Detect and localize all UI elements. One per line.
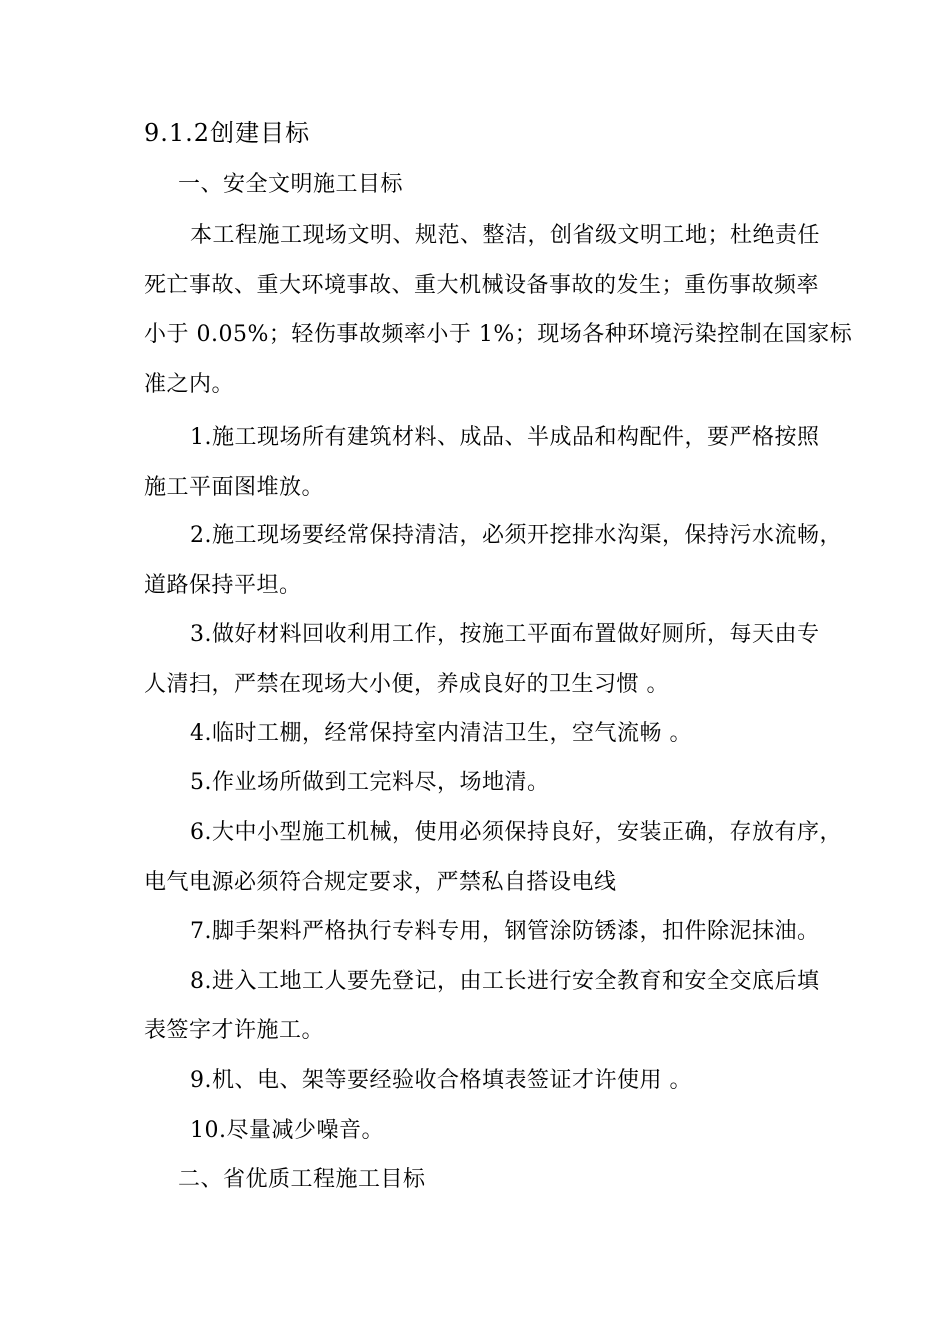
list-item-line: 3.做好材料回收利用工作，按施工平面布置做好厕所，每天由专 <box>190 622 820 647</box>
list-item-line: 7.脚手架料严格执行专料专用，钢管涂防锈漆，扣件除泥抹油。 <box>190 919 820 944</box>
list-item-line: 2.施工现场要经常保持清洁，必须开挖排水沟渠，保持污水流畅， <box>190 523 842 548</box>
list-item-line: 5.作业场所做到工完料尽，场地清。 <box>190 770 550 795</box>
intro-paragraph-line: 准之内。 <box>144 372 235 397</box>
list-item-line: 施工平面图堆放。 <box>144 475 325 500</box>
intro-paragraph-line: 本工程施工现场文明、规范、整洁，创省级文明工地；杜绝责任 <box>190 223 821 248</box>
intro-paragraph-line: 死亡事故、重大环境事故、重大机械设备事故的发生；重伤事故频率 <box>144 273 820 298</box>
intro-paragraph-line: 小于 0.05%；轻伤事故频率小于 1%；现场各种环境污染控制在国家标 <box>144 322 853 347</box>
list-item-line: 表签字才许施工。 <box>144 1018 325 1043</box>
list-item-line: 道路保持平坦。 <box>144 573 302 598</box>
section-heading: 9.1.2创建目标 <box>144 119 311 147</box>
list-item-line: 6.大中小型施工机械，使用必须保持良好，安装正确，存放有序， <box>190 820 842 845</box>
list-item-line: 10.尽量减少噪音。 <box>190 1118 384 1143</box>
list-item-line: 1.施工现场所有建筑材料、成品、半成品和构配件，要严格按照 <box>190 425 820 450</box>
section2-title: 二、省优质工程施工目标 <box>178 1167 426 1192</box>
list-item-line: 人清扫，严禁在现场大小便，养成良好的卫生习惯 。 <box>144 672 669 697</box>
section1-title: 一、安全文明施工目标 <box>178 172 404 197</box>
list-item-line: 8.进入工地工人要先登记，由工长进行安全教育和安全交底后填 <box>190 969 820 994</box>
list-item-line: 电气电源必须符合规定要求，严禁私自搭设电线 <box>144 870 617 895</box>
list-item-line: 4.临时工棚，经常保持室内清洁卫生，空气流畅 。 <box>190 721 692 746</box>
list-item-line: 9.机、电、架等要经验收合格填表签证才许使用 。 <box>190 1068 692 1093</box>
